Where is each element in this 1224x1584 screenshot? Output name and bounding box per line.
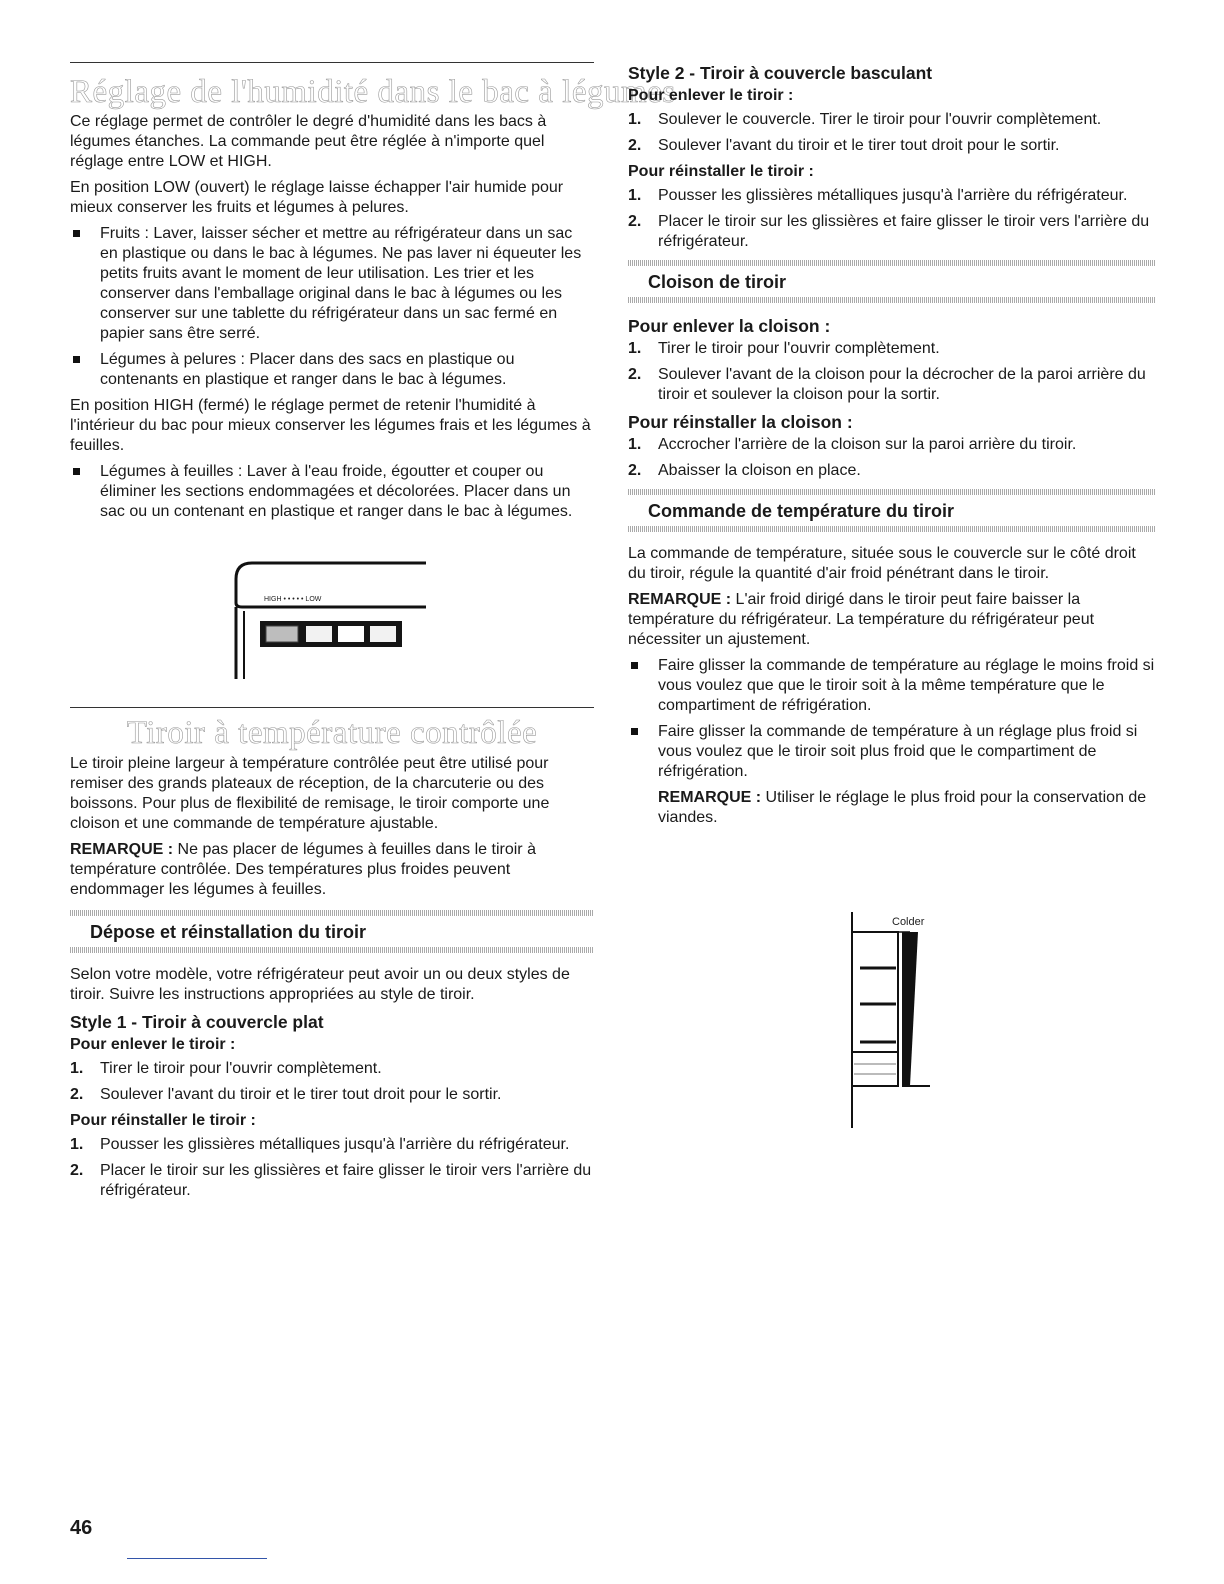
humidity-control-illustration xyxy=(228,555,428,685)
temp-note2-text: Utiliser le réglage le plus froid pour la conservation de viandes. xyxy=(658,789,1147,826)
dotted-rule xyxy=(628,297,1156,303)
temp-control-section-title: Commande de température du tiroir xyxy=(648,501,955,521)
style2-remove-step xyxy=(628,110,1156,130)
bullet-leafy-vegetables: Légumes à feuilles : Laver à l'eau froide, égoutter et couper ou éliminer les sections endommagées et décolorées. Placer dans un sac ou un contenant en plastique et ranger dans le bac à légumes. xyxy=(70,462,594,522)
style2-remove-step xyxy=(628,136,1156,156)
humidity-slider-knob xyxy=(266,626,298,642)
temp-note-label: REMARQUE : xyxy=(628,591,732,608)
drawer-note-text: Ne pas placer de légumes à feuilles dans le tiroir à température contrôlée. Des températures plus froides peuvent endommager les légumes à feuilles. xyxy=(70,841,536,898)
style2-remove-label: Pour enlever le tiroir : xyxy=(628,87,794,104)
page-number: 46 xyxy=(70,1517,93,1539)
colder-wedge xyxy=(902,932,918,1086)
divider-reinstall-step xyxy=(628,461,1156,481)
divider-remove-step xyxy=(628,365,1156,405)
divider-reinstall-label: Pour réinstaller la cloison : xyxy=(628,412,853,432)
removal-section-title: Dépose et réinstallation du tiroir xyxy=(90,922,367,942)
step-number: 2. xyxy=(70,1086,84,1103)
step-text: Placer le tiroir sur les glissières et faire glisser le tiroir vers l'arrière du réfrigérateur. xyxy=(658,213,1150,250)
step-number: 1. xyxy=(628,436,642,453)
humidity-slider-slot xyxy=(370,626,396,642)
drawer-intro: Le tiroir pleine largeur à température contrôlée peut être utilisé pour remiser des grands plateaux de réception, de la charcuterie ou des boissons. Pour plus de flexibilité de remisage, le tiroir comporte une cloison et une commande de température ajustable. xyxy=(70,755,550,832)
temp-slider-knob xyxy=(852,1052,898,1086)
footer-link-line xyxy=(127,1558,267,1559)
drawer-note-label: REMARQUE : xyxy=(70,841,174,858)
dotted-rule xyxy=(70,910,594,916)
step-number: 2. xyxy=(628,462,642,479)
step-number: 2. xyxy=(70,1162,84,1179)
divider-section-title: Cloison de tiroir xyxy=(648,272,787,292)
style1-title: Style 1 - Tiroir à couvercle plat xyxy=(70,1012,324,1032)
step-text: Soulever l'avant du tiroir et le tirer tout droit pour le sortir. xyxy=(658,137,1060,154)
drawer-section-title: Tiroir à température contrôlée xyxy=(126,715,538,751)
left-column xyxy=(70,72,676,528)
temp-control-note xyxy=(628,590,1156,650)
right-column xyxy=(628,58,1156,834)
step-number: 1. xyxy=(70,1060,84,1077)
top-rule-left xyxy=(70,62,594,63)
style2-reinstall-step xyxy=(628,212,1156,252)
bullet-fruits: Fruits : Laver, laisser sécher et mettre au réfrigérateur dans un sac en plastique ou dans le bac à légumes. Ne pas laver ni équeuter les petits fruits avant le moment de leur utilisation. Les trier et les conserver dans l'emballage original dans le bac à légumes ou les conserver sur une tablette du réfrigérateur dans un sac fermé en papier sans être serré. xyxy=(70,224,594,344)
temp-control-intro: La commande de température, située sous le couvercle sur le côté droit du tiroir, régule la quantité d'air froid pénétrant dans le tiroir. xyxy=(628,545,1136,582)
step-text: Soulever le couvercle. Tirer le tiroir pour l'ouvrir complètement. xyxy=(658,111,1102,128)
section-rule-drawer xyxy=(70,707,594,708)
humidity-intro: Ce réglage permet de contrôler le degré d'humidité dans les bacs à légumes étanches. La commande peut être réglée à n'importe quel réglage entre LOW et HIGH. xyxy=(70,113,547,170)
dotted-rule xyxy=(70,947,594,953)
bullet-peel-vegetables: Légumes à pelures : Placer dans des sacs en plastique ou contenants en plastique et ranger dans le bac à légumes. xyxy=(70,350,594,390)
bullet-least-cold: Faire glisser la commande de température au réglage le moins froid si vous voulez que que le tiroir soit à la même température que le compartiment de réfrigération. xyxy=(628,656,1156,716)
humidity-slider-slot xyxy=(306,626,332,642)
temperature-control-illustration xyxy=(840,910,950,1130)
style1-remove-step xyxy=(70,1059,594,1079)
divider-remove-label: Pour enlever la cloison : xyxy=(628,316,831,336)
style1-reinstall-label: Pour réinstaller le tiroir : xyxy=(70,1112,256,1129)
temp-note2-label: REMARQUE : xyxy=(658,789,762,806)
bullet-colder: Faire glisser la commande de température à un réglage plus froid si vous voulez que le tiroir soit plus froid que le compartiment de réfrigération. xyxy=(628,722,1156,782)
style2-reinstall-label: Pour réinstaller le tiroir : xyxy=(628,163,814,180)
style1-remove-step xyxy=(70,1085,594,1105)
step-number: 1. xyxy=(628,340,642,357)
step-text: Placer le tiroir sur les glissières et faire glisser le tiroir vers l'arrière du réfrigérateur. xyxy=(100,1162,592,1199)
humidity-section-title: Réglage de l'humidité dans le bac à légumes xyxy=(70,74,676,110)
drawer-note xyxy=(70,840,594,900)
step-text: Soulever l'avant du tiroir et le tirer tout droit pour le sortir. xyxy=(100,1086,502,1103)
style1-remove-label: Pour enlever le tiroir : xyxy=(70,1036,236,1053)
step-number: 1. xyxy=(628,111,642,128)
step-text: Tirer le tiroir pour l'ouvrir complètement. xyxy=(658,340,940,357)
colder-label: Colder xyxy=(892,916,925,928)
step-text: Soulever l'avant de la cloison pour la décrocher de la paroi arrière du tiroir et soulever la cloison pour la sortir. xyxy=(658,366,1146,403)
dotted-rule xyxy=(628,260,1156,266)
temp-control-note2 xyxy=(628,788,1156,828)
step-text: Pousser les glissières métalliques jusqu'à l'arrière du réfrigérateur. xyxy=(658,187,1128,204)
divider-reinstall-step xyxy=(628,435,1156,455)
divider-remove-step xyxy=(628,339,1156,359)
step-number: 2. xyxy=(628,213,642,230)
dotted-rule xyxy=(628,489,1156,495)
step-number: 1. xyxy=(628,187,642,204)
step-text: Tirer le tiroir pour l'ouvrir complètement. xyxy=(100,1060,382,1077)
step-text: Pousser les glissières métalliques jusqu'à l'arrière du réfrigérateur. xyxy=(100,1136,570,1153)
humidity-high-text: En position HIGH (fermé) le réglage permet de retenir l'humidité à l'intérieur du bac pour mieux conserver les légumes frais et les légumes à feuilles. xyxy=(70,397,591,454)
drawer-section xyxy=(70,712,594,1207)
humidity-scale-label: HIGH • • • • • LOW xyxy=(264,596,322,603)
style2-reinstall-step xyxy=(628,186,1156,206)
step-number: 1. xyxy=(70,1136,84,1153)
dotted-rule xyxy=(628,526,1156,532)
humidity-slider-slot xyxy=(338,626,364,642)
step-text: Accrocher l'arrière de la cloison sur la paroi arrière du tiroir. xyxy=(658,436,1077,453)
humidity-low-text: En position LOW (ouvert) le réglage laisse échapper l'air humide pour mieux conserver les fruits et légumes à pelures. xyxy=(70,179,564,216)
temp-note-text: L'air froid dirigé dans le tiroir peut faire baisser la température du réfrigérateur. La température du réfrigérateur peut nécessiter un ajustement. xyxy=(628,591,1095,648)
step-number: 2. xyxy=(628,137,642,154)
style1-reinstall-step xyxy=(70,1135,594,1155)
style2-title: Style 2 - Tiroir à couvercle basculant xyxy=(628,63,933,83)
step-text: Abaisser la cloison en place. xyxy=(658,462,861,479)
style1-reinstall-step xyxy=(70,1161,594,1201)
removal-intro: Selon votre modèle, votre réfrigérateur peut avoir un ou deux styles de tiroir. Suivre les instructions appropriées au style de tiroir. xyxy=(70,966,570,1003)
step-number: 2. xyxy=(628,366,642,383)
